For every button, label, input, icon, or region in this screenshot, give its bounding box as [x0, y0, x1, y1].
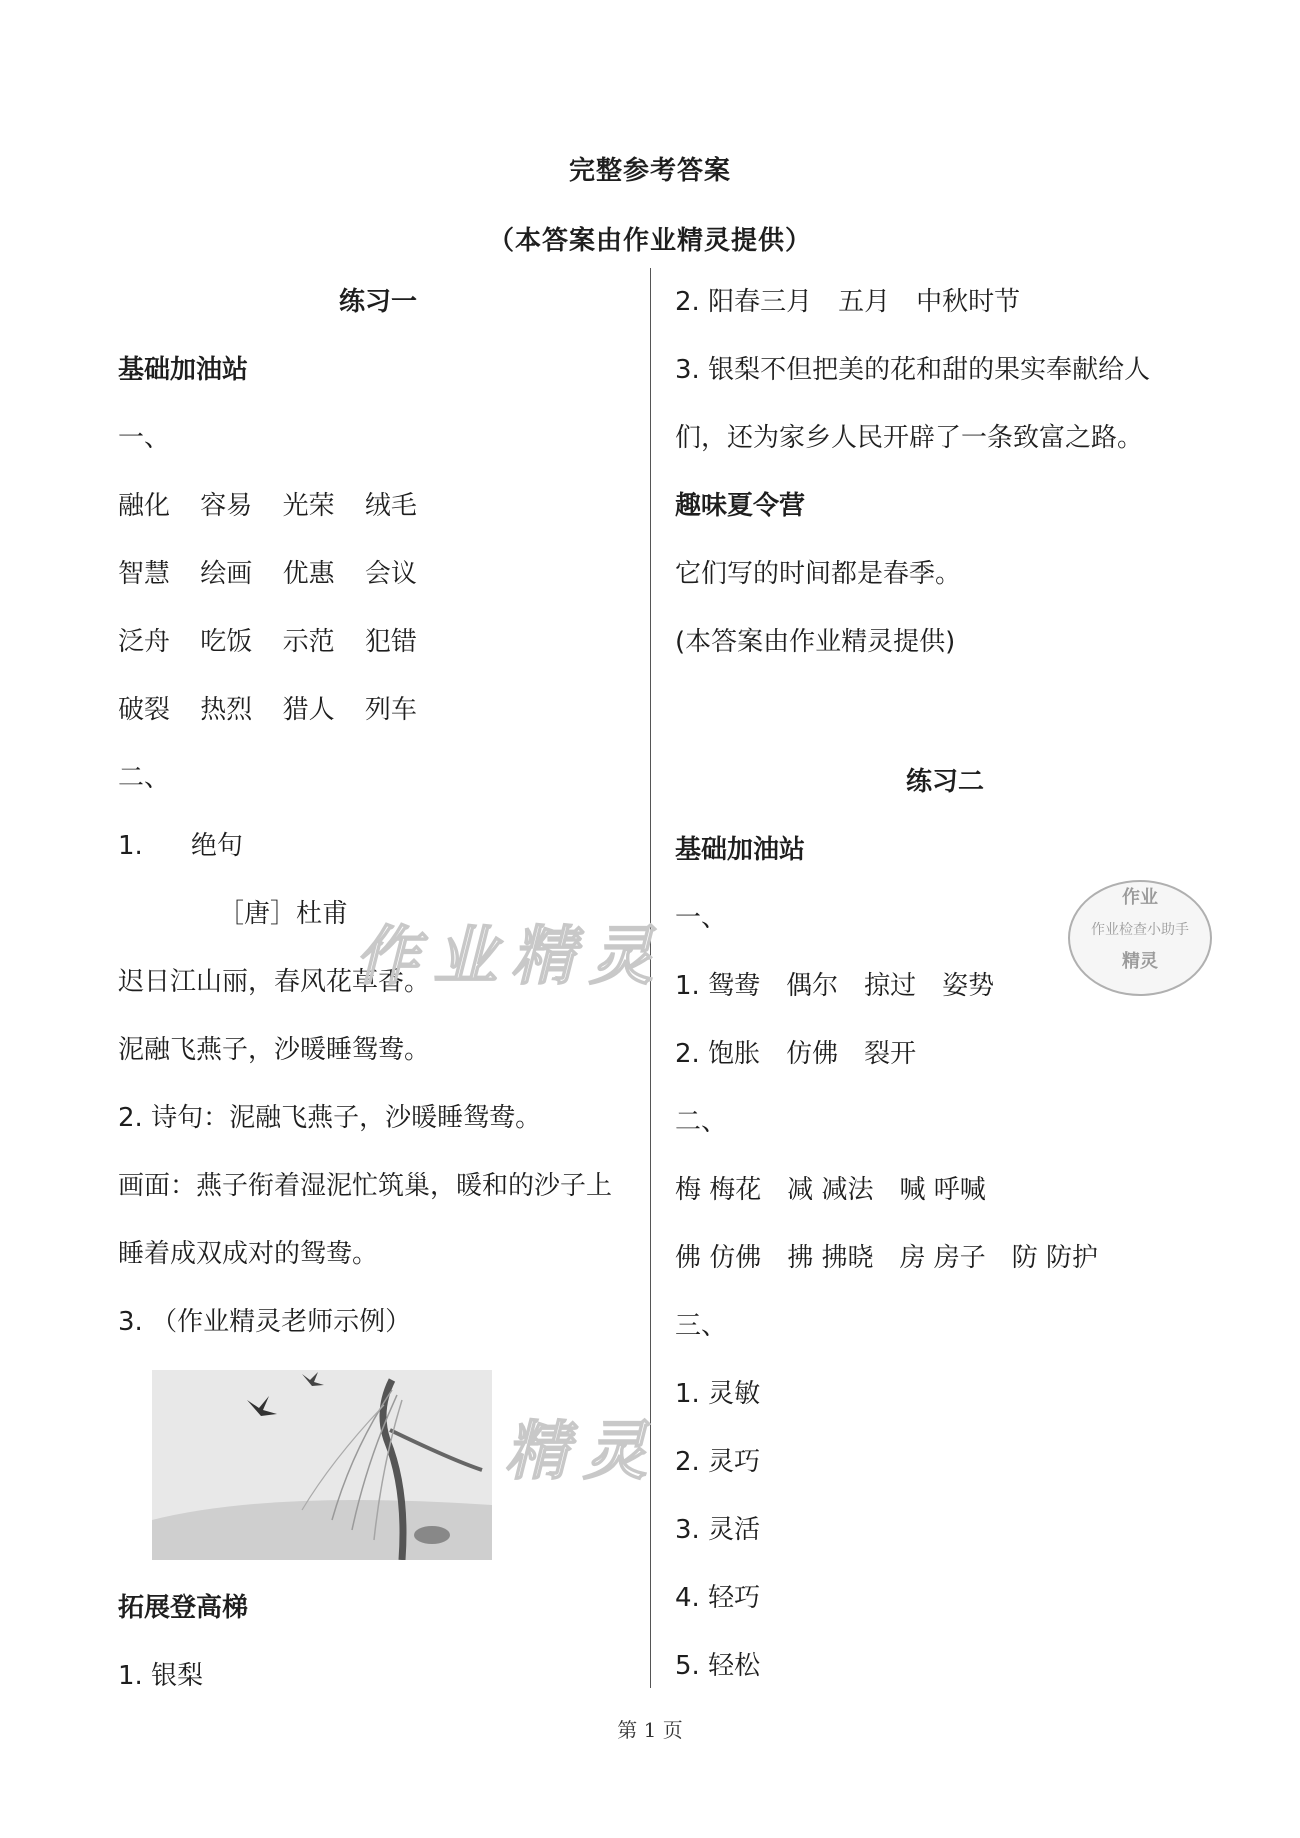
- stamp-middle-text: 作业检查小助手: [1091, 922, 1189, 938]
- part-3-label: 三、: [675, 1311, 728, 1341]
- poem-title: 绝句: [190, 831, 243, 861]
- provided-note: (本答案由作业精灵提供): [675, 627, 956, 657]
- question-2-scene-2: 睡着成双成对的鸳鸯。: [118, 1239, 379, 1269]
- poem-author: ［唐］杜甫: [218, 899, 349, 929]
- stamp-top-text: 作业: [1122, 887, 1158, 908]
- ink-painting-illustration: [152, 1370, 492, 1560]
- part-2-label: 二、: [118, 763, 171, 793]
- answer-2-seasons: 2. 阳春三月 五月 中秋时节: [675, 287, 1021, 317]
- poem-line-1: 迟日江山丽，春风花草香。: [118, 967, 431, 997]
- poem-line-2: 泥融飞燕子，沙暖睡鸳鸯。: [118, 1035, 431, 1065]
- part-2-label-2: 二、: [675, 1107, 728, 1137]
- willow-swallow-drawing: [152, 1370, 492, 1560]
- section-basic-2: 基础加油站: [675, 835, 806, 865]
- section-extension: 拓展登高梯: [118, 1593, 249, 1623]
- fun-camp-answer: 它们写的时间都是春季。: [675, 559, 962, 589]
- doc-subtitle: （本答案由作业精灵提供）: [487, 226, 812, 256]
- word-row-1: 融化 容易 光荣 绒毛: [118, 491, 417, 521]
- section-fun-camp: 趣味夏令营: [675, 491, 806, 521]
- part-3-answer-3: 3. 灵活: [675, 1515, 761, 1545]
- part-2-row-2: 佛 仿佛 拂 拂晓 房 房子 防 防护: [675, 1243, 1099, 1273]
- word-row-2: 智慧 绘画 优惠 会议: [118, 559, 417, 589]
- part-3-answer-4: 4. 轻巧: [675, 1583, 761, 1613]
- answer-3-line-2: 们，还为家乡人民开辟了一条致富之路。: [675, 423, 1144, 453]
- page-number: 第 1 页: [617, 1718, 683, 1742]
- answer-3-line-1: 3. 银梨不但把美的花和甜的果实奉献给人: [675, 355, 1151, 385]
- extension-answer-1: 1. 银梨: [118, 1661, 204, 1691]
- question-3: 3. （作业精灵老师示例）: [118, 1307, 412, 1337]
- word-row-3: 泛舟 吃饭 示范 犯错: [118, 627, 417, 657]
- part-1-label-2: 一、: [675, 903, 728, 933]
- exercise-2-title: 练习二: [905, 767, 984, 797]
- part-3-answer-1: 1. 灵敏: [675, 1379, 761, 1409]
- part-2-row-1: 梅 梅花 减 减法 喊 呼喊: [675, 1175, 986, 1205]
- part-3-answer-2: 2. 灵巧: [675, 1447, 761, 1477]
- watermark-left: 作业精灵: [355, 920, 667, 994]
- section-basic: 基础加油站: [118, 355, 249, 385]
- part-3-answer-5: 5. 轻松: [675, 1651, 761, 1681]
- part-1-answer-2: 2. 饱胀 仿佛 裂开: [675, 1039, 917, 1069]
- stamp-seal: [1068, 880, 1212, 996]
- watermark-lower: 精灵: [505, 1415, 661, 1489]
- question-2: 2. 诗句：泥融飞燕子，沙暖睡鸳鸯。: [118, 1103, 542, 1133]
- question-1: 1. 绝句: [118, 831, 243, 861]
- part-1-answer-1: 1. 鸳鸯 偶尔 掠过 姿势: [675, 971, 995, 1001]
- word-row-4: 破裂 热烈 猎人 列车: [118, 695, 417, 725]
- part-1-label: 一、: [118, 423, 171, 453]
- exercise-1-title: 练习一: [338, 287, 417, 317]
- doc-title: 完整参考答案: [568, 156, 731, 186]
- question-2-scene-1: 画面：燕子衔着湿泥忙筑巢，暖和的沙子上: [118, 1171, 613, 1201]
- stamp-bottom-text: 精灵: [1122, 951, 1158, 972]
